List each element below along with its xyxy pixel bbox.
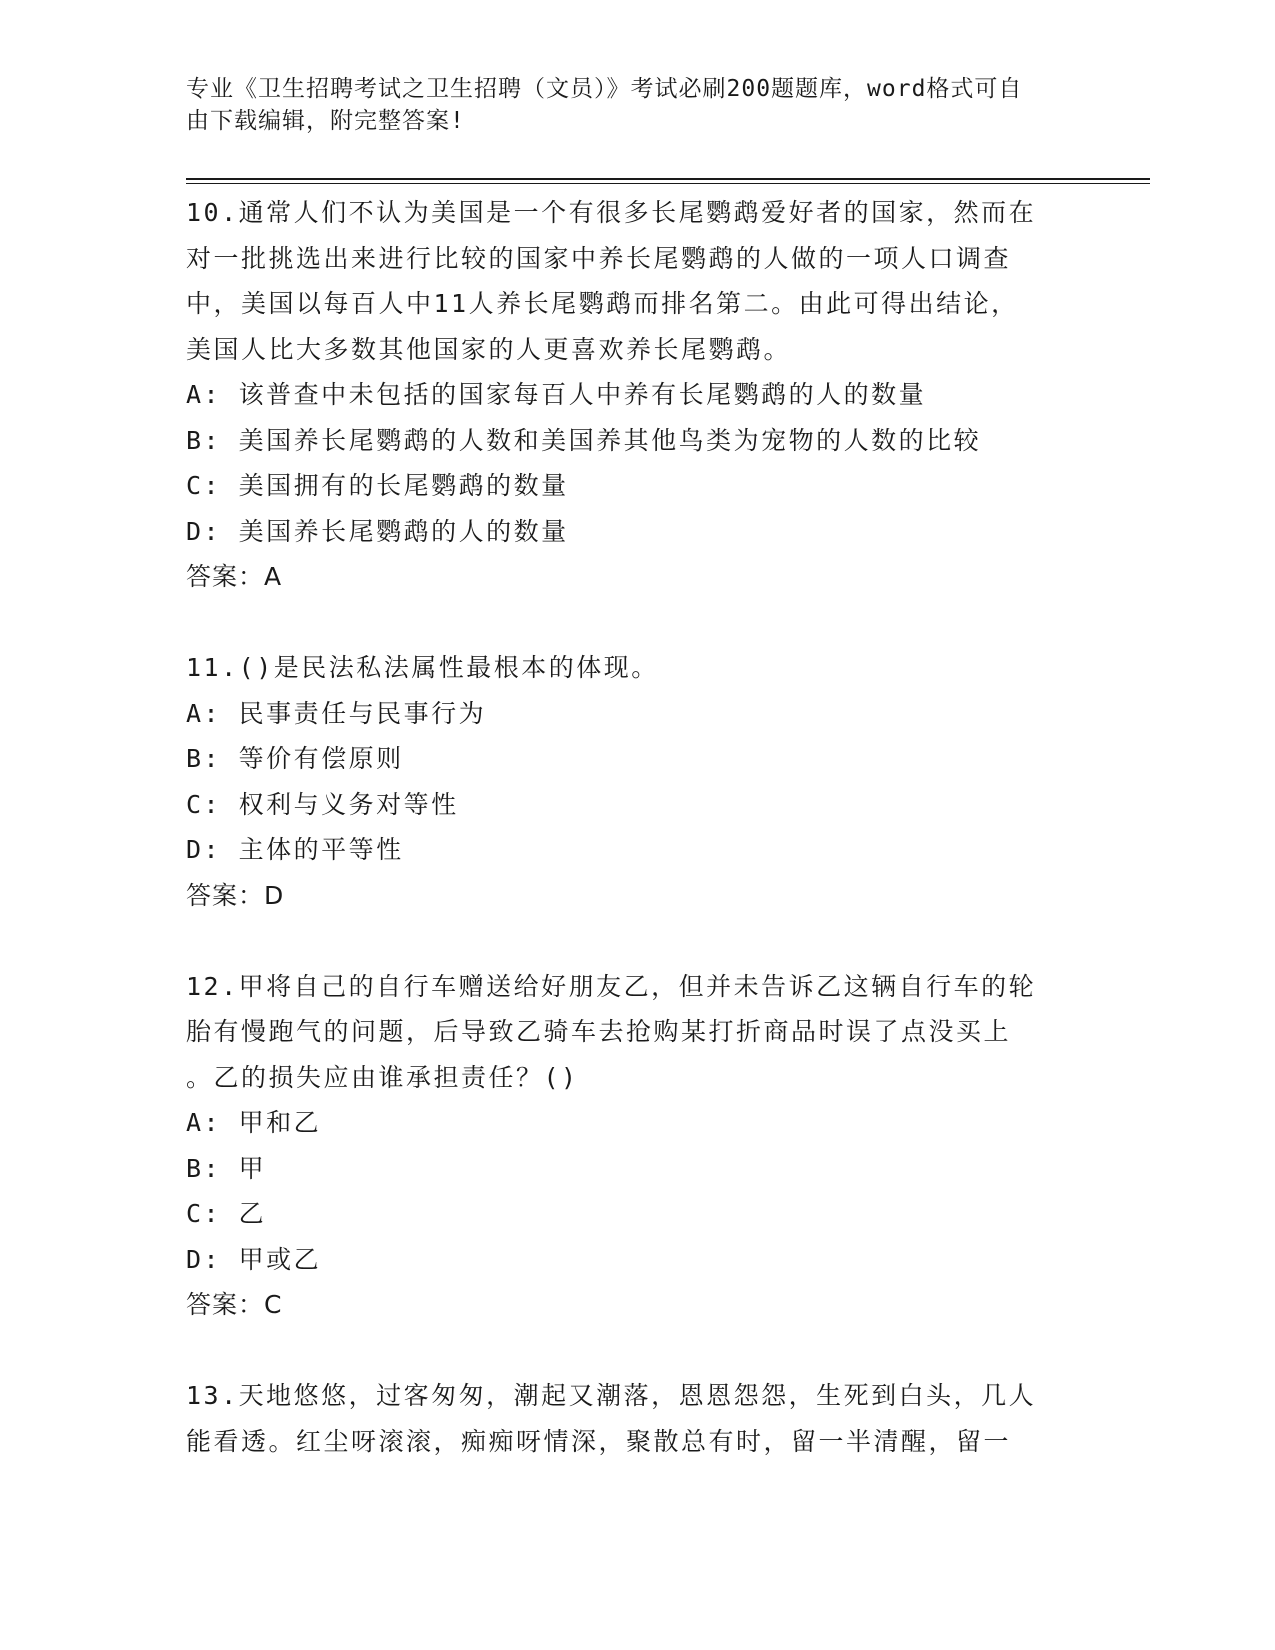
option-c <box>186 782 1086 828</box>
option-text: 乙 <box>238 1199 267 1228</box>
option-text: 甲或乙 <box>238 1244 322 1274</box>
header-divider-thick <box>186 178 1150 180</box>
question-stem-line: 13.天地悠悠，过客匆匆，潮起又潮落，恩恩怨怨，生死到白头，几人 <box>186 1381 1037 1410</box>
option-text: 民事责任与民事行为 <box>238 698 487 728</box>
question-spacer <box>186 600 1086 646</box>
option-key: A: <box>186 698 222 728</box>
option-text: 美国养长尾鹦鹉的人数和美国养其他鸟类为宠物的人数的比较 <box>238 425 982 455</box>
option-text: 等价有偿原则 <box>238 744 404 773</box>
option-text: 该普查中未包括的国家每百人中养有长尾鹦鹉的人的数量 <box>238 380 927 409</box>
question-stem-line: 。乙的损失应由谁承担责任？() <box>186 1062 579 1092</box>
option-key: D: <box>186 516 222 546</box>
option-c <box>186 463 1086 509</box>
question-stem-line: 胎有慢跑气的问题，后导致乙骑车去抢购某打折商品时误了点没买上 <box>186 1017 1012 1046</box>
option-text: 美国拥有的长尾鹦鹉的数量 <box>238 471 569 500</box>
question-stem-line: 美国人比大多数其他国家的人更喜欢养长尾鹦鹉。 <box>186 334 792 364</box>
option-key: C: <box>186 471 222 500</box>
option-key: C: <box>186 789 222 819</box>
answer-line: 答案：C <box>186 1290 283 1319</box>
question-10 <box>186 190 1086 600</box>
option-key: D: <box>186 1244 222 1274</box>
question-stem-line: 能看透。红尘呀滚滚，痴痴呀情深，聚散总有时，留一半清醒，留一 <box>186 1426 1012 1456</box>
option-key: B: <box>186 425 222 455</box>
option-key: C: <box>186 1199 222 1228</box>
option-text: 主体的平等性 <box>238 835 404 864</box>
option-c <box>186 1191 1086 1237</box>
answer-line: 答案：D <box>186 880 285 910</box>
option-d <box>186 1237 1086 1283</box>
option-b <box>186 736 1086 782</box>
header-line-1: 专业《卫生招聘考试之卫生招聘（文员）》考试必刷200题题库，word格式可自 <box>186 76 1023 102</box>
question-list <box>186 190 1086 1464</box>
option-a <box>186 1100 1086 1146</box>
option-d <box>186 827 1086 873</box>
question-stem-line: 11.()是民法私法属性最根本的体现。 <box>186 653 659 682</box>
option-d <box>186 509 1086 555</box>
option-key: A: <box>186 1108 222 1137</box>
question-stem-line: 中，美国以每百人中11人养长尾鹦鹉而排名第二。由此可得出结论， <box>186 289 1019 318</box>
option-b <box>186 1146 1086 1192</box>
option-key: B: <box>186 744 222 773</box>
question-12 <box>186 964 1086 1328</box>
question-13 <box>186 1373 1086 1464</box>
option-text: 甲和乙 <box>238 1108 322 1137</box>
header-divider-thin <box>186 183 1150 184</box>
answer-line: 答案：A <box>186 562 283 591</box>
option-text: 甲 <box>238 1153 267 1183</box>
option-key: B: <box>186 1153 222 1183</box>
document-header <box>186 73 1066 137</box>
option-text: 美国养长尾鹦鹉的人的数量 <box>238 516 569 546</box>
question-11 <box>186 645 1086 918</box>
question-spacer <box>186 1328 1086 1374</box>
option-a <box>186 372 1086 418</box>
option-b <box>186 418 1086 464</box>
option-a <box>186 691 1086 737</box>
question-stem-line: 12.甲将自己的自行车赠送给好朋友乙，但并未告诉乙这辆自行车的轮 <box>186 971 1037 1001</box>
header-line-2: 由下载编辑，附完整答案! <box>186 108 465 134</box>
option-key: A: <box>186 380 222 409</box>
option-key: D: <box>186 835 222 864</box>
question-stem-line: 对一批挑选出来进行比较的国家中养长尾鹦鹉的人做的一项人口调查 <box>186 243 1012 273</box>
question-stem-line: 10.通常人们不认为美国是一个有很多长尾鹦鹉爱好者的国家，然而在 <box>186 198 1037 227</box>
option-text: 权利与义务对等性 <box>238 789 459 819</box>
question-spacer <box>186 918 1086 964</box>
